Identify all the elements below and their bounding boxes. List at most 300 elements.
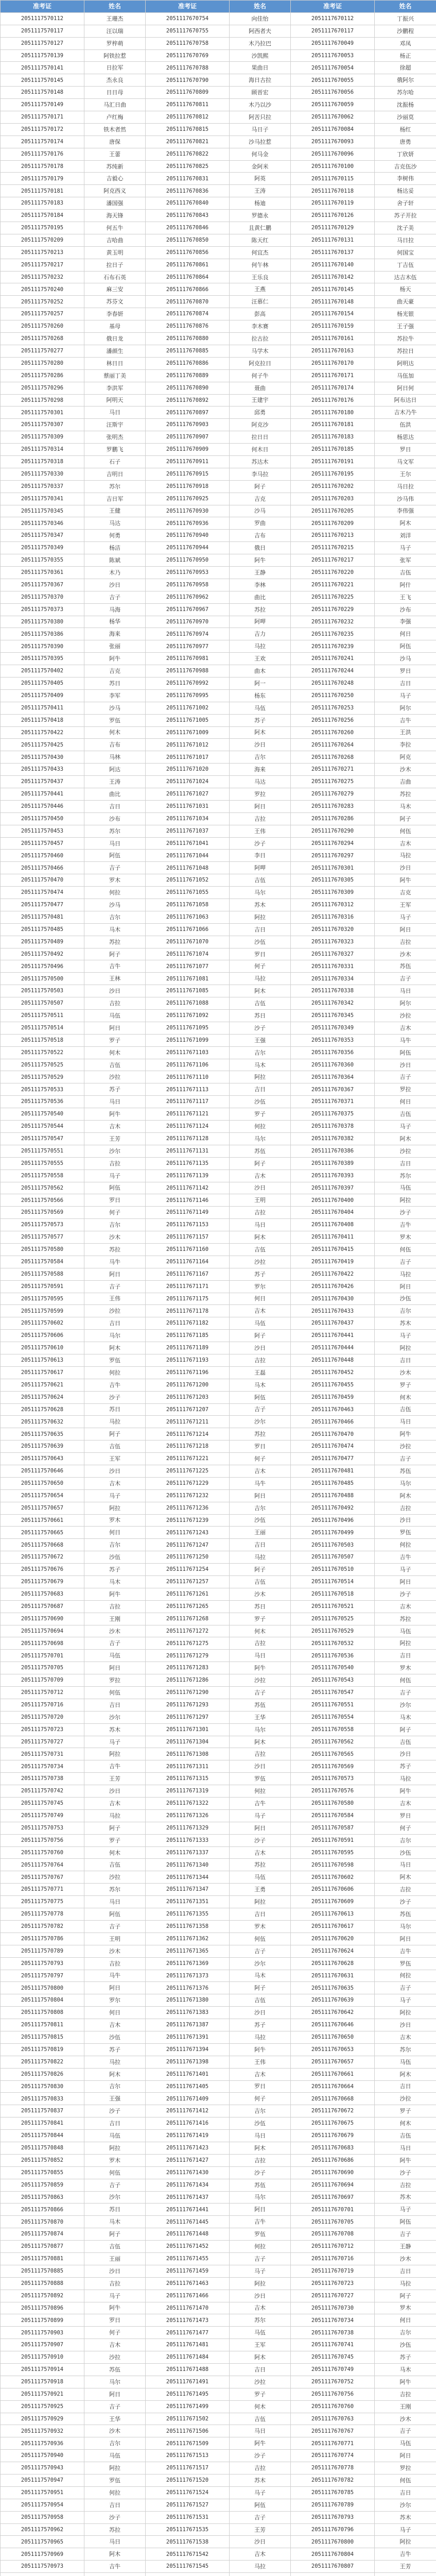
exam-id-cell: 2051117670137 [291,247,375,259]
student-name-cell: 吉拉 [375,2388,436,2401]
exam-id-cell: 2051117570268 [1,333,84,345]
exam-id-cell: 2051117670866 [146,283,230,296]
exam-id-cell: 2051117670675 [291,2117,375,2130]
student-name-cell: 苏拉 [230,604,291,616]
exam-id-cell: 2051117671153 [146,1219,230,1231]
student-name-cell: 何伍 [84,2167,146,2179]
exam-id-cell: 2051117570679 [1,1576,84,1588]
exam-id-cell: 2051117570690 [1,1613,84,1625]
student-name-cell: 王刚 [375,2401,436,2413]
exam-id-cell [291,2573,375,2576]
student-name-cell: 曲比 [230,591,291,604]
student-name-cell: 阿伍 [230,2499,291,2512]
exam-id-cell: 2051117570778 [1,1908,84,1921]
exam-id-cell: 2051117671185 [146,1330,230,1342]
student-name-cell: 王伟 [84,1293,146,1306]
student-name-cell: 王芳 [375,2561,436,2573]
exam-id-cell: 2051117671160 [146,1244,230,1256]
exam-id-cell: 2051117570877 [1,2241,84,2253]
exam-id-cell: 2051117671131 [146,1145,230,1158]
student-name-cell: 何木 [375,2117,436,2130]
student-name-cell: 吉拉 [230,1207,291,1219]
exam-id-cell: 2051117671430 [146,2167,230,2179]
exam-id-cell: 2051117670840 [146,197,230,210]
exam-id-cell: 2051117670977 [146,640,230,653]
student-name-cell: 马子 [84,1490,146,1502]
student-name-cell: 沙日 [375,1515,436,1527]
exam-id-cell: 2051117670831 [146,173,230,185]
exam-id-cell: 2051117670767 [291,2425,375,2437]
exam-id-cell: 2051117670049 [291,38,375,50]
exam-id-cell: 2051117671311 [146,1760,230,1773]
exam-id-cell: 2051117671380 [146,1994,230,2007]
exam-id-cell: 2051117670202 [291,481,375,493]
exam-id-cell: 2051117670514 [291,1576,375,1588]
student-name-cell: 阿牛 [84,653,146,665]
student-name-cell: 马伍 [375,1182,436,1195]
student-name-cell: 吉尔 [230,751,291,764]
student-name-cell: 苏伍 [230,2179,291,2192]
student-name-cell: 阿子 [230,1158,291,1170]
student-name-cell: 马木 [84,2216,146,2228]
exam-id-cell: 2051117671009 [146,727,230,739]
exam-id-cell: 2051117670205 [291,505,375,518]
student-name-cell: 马木 [84,1576,146,1588]
exam-id-cell: 2051117670889 [146,370,230,382]
exam-id-cell: 2051117570965 [1,2536,84,2548]
student-name-cell: 李日 [230,850,291,862]
exam-id-cell: 2051117570800 [1,1982,84,1994]
exam-id-cell: 2051117570533 [1,1083,84,1096]
student-name-cell: 罗子 [230,1613,291,1625]
student-name-cell: 罗拉 [84,1674,146,1687]
student-name-cell: 罗曲 [230,517,291,530]
student-name-cell: 李军 [84,690,146,702]
exam-id-cell: 2051117670536 [291,1650,375,1662]
exam-id-cell: 2051117670591 [291,1835,375,1847]
exam-id-cell: 2051117671149 [146,1207,230,1219]
exam-id-cell: 2051117570433 [1,764,84,776]
exam-id-cell: 2051117570489 [1,936,84,948]
exam-id-cell: 2051117671218 [146,1440,230,1453]
student-name-cell: 马牛 [230,1478,291,1490]
student-name-cell: 马木 [375,2364,436,2376]
student-name-cell: 苏子 [84,2044,146,2056]
student-name-cell: 吉子 [375,1687,436,1699]
student-name-cell: 吉木 [230,2069,291,2081]
student-name-cell: 罗日 [375,665,436,677]
exam-id-cell: 2051117671391 [146,2031,230,2044]
student-name-cell: 吉子 [230,2512,291,2524]
exam-id-cell: 2051117670400 [291,1194,375,1207]
exam-id-cell: 2051117670741 [291,2339,375,2351]
exam-id-cell: 2051117670174 [291,382,375,395]
exam-id-cell: 2051117570969 [1,2548,84,2561]
exam-id-cell: 2051117670793 [291,2512,375,2524]
student-name-cell: 吉克伍沙 [375,161,436,173]
exam-id-cell: 2051117570141 [1,62,84,74]
student-name-cell: 王建宇 [230,395,291,407]
student-name-cell: 吉尔 [84,1219,146,1231]
student-name-cell: 吉拉 [230,1748,291,1760]
student-name-cell: 苏尔 [375,2044,436,2056]
student-name-cell: 吉子 [230,1404,291,1416]
exam-id-cell: 2051117671488 [146,2364,230,2376]
exam-id-cell: 2051117670294 [291,838,375,850]
exam-id-cell: 2051117671265 [146,1601,230,1613]
student-name-cell: 沙鹏程 [375,25,436,38]
exam-id-cell: 2051117570661 [1,1515,84,1527]
exam-id-cell: 2051117670856 [146,247,230,259]
student-name-cell: 阿木 [84,2548,146,2561]
exam-id-cell: 2051117670140 [291,259,375,272]
exam-id-cell: 2051117670936 [146,517,230,530]
student-name-cell: 杨东 [230,690,291,702]
student-name-cell: 吉哈曲 [84,234,146,247]
student-name-cell: 马尔 [84,2376,146,2388]
student-name-cell: 陈天红 [230,234,291,247]
student-name-cell: 马伍 [84,2130,146,2142]
exam-id-cell: 2051117671437 [146,2192,230,2204]
exam-id-cell: 2051117670185 [291,444,375,456]
student-name-cell: 罗伍 [375,1958,436,1970]
student-name-cell: 吉牛 [84,2561,146,2573]
student-name-cell: 吉木 [230,1847,291,1859]
student-name-cell: 何伍 [84,1687,146,1699]
exam-id-cell: 2051117670970 [146,616,230,629]
exam-id-cell: 2051117670499 [291,1527,375,1539]
exam-id-cell: 2051117671167 [146,1268,230,1281]
student-name-cell: 沙子 [230,838,291,850]
exam-id-cell: 2051117670203 [291,493,375,505]
exam-id-cell: 2051117570405 [1,677,84,690]
exam-id-cell: 2051117570599 [1,1305,84,1317]
student-name-cell: 马子 [84,1736,146,1749]
student-name-cell: 苏伍 [375,960,436,973]
student-name-cell: 沙尔 [84,1711,146,1724]
student-name-cell: 苏尔 [230,2314,291,2327]
student-name-cell: 阿日 [230,801,291,813]
student-name-cell: 阿木 [230,1231,291,1244]
exam-id-cell: 2051117670540 [291,1662,375,1674]
exam-id-cell: 2051117670988 [146,665,230,677]
student-name-cell: 李树伟 [375,173,436,185]
exam-id-cell: 2051117670209 [291,517,375,530]
exam-id-cell: 2051117670584 [291,1810,375,1822]
exam-id-cell: 2051117570179 [1,173,84,185]
student-name-cell: 吉木 [84,1121,146,1133]
exam-id-cell: 2051117670055 [291,74,375,87]
header-name: 姓名 [84,1,146,13]
exam-id-cell: 2051117670529 [291,1625,375,1638]
student-name-cell: 马尔 [230,1133,291,1145]
exam-id-cell: 2051117671502 [146,2413,230,2426]
exam-id-cell: 2051117570910 [1,2351,84,2364]
student-name-cell: 马伍 [230,1317,291,1330]
exam-id-cell: 2051117671207 [146,1404,230,1416]
student-name-cell: 吉拉 [375,1502,436,1515]
student-name-cell: 阿伍 [84,1908,146,1921]
exam-id-cell: 2051117570174 [1,136,84,148]
student-name-cell: 苏拉 [375,788,436,801]
student-name-cell: 王华 [230,1711,291,1724]
exam-id-cell: 2051117671178 [146,1305,230,1317]
student-name-cell: 沙伍 [375,2339,436,2351]
exam-id-cell: 2051117670754 [146,13,230,25]
student-name-cell: 吉日 [230,1908,291,1921]
exam-id-cell: 2051117670774 [291,2450,375,2462]
student-name-cell: 马伍 [375,2437,436,2450]
exam-id-cell: 2051117670426 [291,1281,375,1293]
exam-id-cell: 2051117671337 [146,1847,230,1859]
student-name-cell: 罗日 [375,444,436,456]
student-name-cell: 曲木 [230,665,291,677]
student-name-cell: 王强 [84,2093,146,2105]
exam-id-cell: 2051117570573 [1,1219,84,1231]
student-name-cell: 吉子 [375,2228,436,2241]
exam-id-cell: 2051117671182 [146,1317,230,1330]
exam-id-cell: 2051117671398 [146,2056,230,2069]
student-name-cell: 吉木乃牛 [375,406,436,419]
student-name-cell: 吉伍 [230,1994,291,2007]
exam-id-cell: 2051117671545 [146,2561,230,2573]
exam-id-cell: 2051117670727 [291,2290,375,2302]
student-name-cell: 马拉 [375,2278,436,2290]
student-name-cell: 木乃以沙 [230,99,291,111]
exam-id-cell: 2051117570705 [1,1662,84,1674]
exam-id-cell: 2051117570793 [1,1958,84,1970]
student-name-cell: 阿日 [84,1982,146,1994]
student-name-cell: 苏芬文 [84,296,146,308]
student-name-cell: 吉子 [84,591,146,604]
exam-id-cell: 2051117570771 [1,1884,84,1896]
student-name-cell: 苏子 [84,1083,146,1096]
student-name-cell: 何日 [84,2007,146,2019]
student-name-cell: 吉木 [375,1601,436,1613]
exam-id-cell: 2051117670796 [291,2524,375,2536]
student-name-cell: 黄玉明 [84,247,146,259]
student-name-cell: 何伍 [375,1244,436,1256]
exam-id-cell: 2051117570477 [1,899,84,911]
student-name-cell: 阿明达 [375,358,436,370]
exam-id-cell: 2051117670758 [146,38,230,50]
student-name-cell: 阿木 [375,1133,436,1145]
student-name-cell: 沙子 [375,1896,436,1908]
student-name-cell: 何日 [375,628,436,640]
exam-id-cell: 2051117670264 [291,739,375,751]
exam-id-cell: 2051117671290 [146,1687,230,1699]
exam-id-cell: 2051117670745 [291,2351,375,2364]
exam-id-cell: 2051117570450 [1,813,84,825]
exam-id-cell: 2051117671085 [146,985,230,997]
exam-id-cell: 2051117570866 [1,2204,84,2216]
exam-id-cell: 2051117671193 [146,1354,230,1367]
exam-id-cell: 2051117570536 [1,1096,84,1108]
student-name-cell: 沙日 [84,579,146,591]
student-name-cell: 王明 [84,1933,146,1945]
student-name-cell: 阿呷 [230,862,291,874]
exam-id-cell: 2051117670918 [146,481,230,493]
exam-id-cell: 2051117670631 [291,1970,375,1982]
student-name-cell: 马拉 [230,2561,291,2573]
exam-id-cell: 2051117671113 [146,1083,230,1096]
student-name-cell: 沙日 [84,1465,146,1478]
exam-id-cell: 2051117670962 [146,591,230,604]
student-name-cell: 罗伍 [84,2475,146,2487]
exam-id-cell: 2051117570184 [1,210,84,222]
student-name-cell: 何木 [84,727,146,739]
exam-id-cell: 2051117570485 [1,924,84,936]
exam-id-cell: 2051117670268 [291,751,375,764]
student-name-cell: 苏子 [375,2351,436,2364]
exam-id-cell: 2051117670100 [291,161,375,173]
exam-id-cell: 2051117570437 [1,776,84,788]
header-name: 姓名 [375,1,436,13]
student-name-cell: 马日 [375,1859,436,1871]
student-name-cell: 苏拉 [84,936,146,948]
student-name-cell: 李林 [230,579,291,591]
student-name-cell: 阿伍 [375,2216,436,2228]
student-name-cell: 阿尔 [375,702,436,715]
exam-id-cell: 2051117671466 [146,2290,230,2302]
exam-id-cell: 2051117670547 [291,1687,375,1699]
student-name-cell: 阿呷 [230,616,291,629]
student-name-cell: 吉尔 [84,911,146,924]
exam-id-cell: 2051117570195 [1,222,84,234]
exam-id-cell: 2051117570918 [1,2376,84,2388]
exam-id-cell: 2051117670650 [291,2031,375,2044]
exam-id-cell: 2051117670683 [291,2142,375,2155]
exam-id-cell: 2051117570355 [1,554,84,567]
exam-id-cell: 2051117671376 [146,1982,230,1994]
exam-id-cell: 2051117570936 [1,2437,84,2450]
exam-id-cell: 2051117570716 [1,1699,84,1711]
exam-id-cell: 2051117670503 [291,1539,375,1551]
student-name-cell: 王伟 [230,825,291,838]
student-name-cell: 马达 [230,776,291,788]
student-name-cell: 阿牛 [230,2044,291,2056]
exam-id-cell: 2051117570643 [1,1453,84,1465]
exam-id-cell: 2051117670953 [146,567,230,579]
exam-id-cell: 2051117570373 [1,604,84,616]
exam-id-cell: 2051117671427 [146,2155,230,2167]
student-name-cell: 何木 [84,1047,146,1059]
student-name-cell: 马日 [375,2142,436,2155]
exam-id-cell: 2051117570422 [1,727,84,739]
exam-id-cell: 2051117570127 [1,38,84,50]
student-name-cell: 沙伍 [375,1847,436,1859]
student-name-cell: 刘洋 [375,530,436,542]
exam-id-cell: 2051117671106 [146,1059,230,1072]
exam-id-cell: 2051117671268 [146,1613,230,1625]
student-name-cell: 苏日 [230,1601,291,1613]
student-name-cell: 吉克 [84,665,146,677]
student-name-cell: 吉子 [230,2253,291,2265]
student-name-cell: 杨华 [84,616,146,629]
exam-id-cell: 2051117671355 [146,1908,230,1921]
student-name-cell: 吉子 [84,1281,146,1293]
student-name-cell: 马拉 [375,1268,436,1281]
student-name-cell: 沙拉 [84,1305,146,1317]
student-name-cell: 苏拉 [375,1613,436,1625]
header-exam-id: 准考证 [1,1,84,13]
student-name-cell: 沙凯熙 [230,50,291,62]
exam-id-cell: 2051117671470 [146,2302,230,2315]
student-name-cell: 罗木 [375,2302,436,2315]
exam-id-cell: 2051117570349 [1,542,84,554]
exam-id-cell: 2051117671070 [146,936,230,948]
student-name-cell: 王丽 [230,1527,291,1539]
exam-id-cell: 2051117670159 [291,320,375,333]
student-name-cell: 何拉 [230,2241,291,2253]
student-name-cell: 李伟强 [375,505,436,518]
student-name-cell: 沙子 [84,2512,146,2524]
student-name-cell: 聂曲 [230,382,291,395]
student-name-cell: 何五牛 [84,222,146,234]
exam-id-cell: 2051117670624 [291,1945,375,1958]
student-name-cell: 马木 [230,1970,291,1982]
student-name-cell: 吉子 [375,1982,436,1994]
student-name-cell: 吉子 [375,1071,436,1083]
student-name-cell: 马尔 [230,2192,291,2204]
student-name-cell: 何子 [230,2093,291,2105]
exam-id-cell: 2051117570822 [1,2056,84,2069]
student-name-cell: 吉子 [84,862,146,874]
student-name-cell: 马伍 [84,1650,146,1662]
student-name-cell: 马木 [375,1711,436,1724]
student-name-cell: 何国宝 [375,247,436,259]
student-name-cell: 马日 [84,2536,146,2548]
exam-id-cell: 2051117570892 [1,2290,84,2302]
student-name-cell: 苏尔 [84,825,146,838]
student-name-cell: 吉子 [84,1637,146,1650]
student-name-cell: 马日 [375,985,436,997]
exam-id-cell: 2051117570112 [1,13,84,25]
student-name-cell: 吉拉 [84,1601,146,1613]
exam-id-cell: 2051117670117 [291,25,375,38]
student-name-cell: 马拉 [375,1773,436,1785]
exam-id-cell: 2051117570617 [1,1367,84,1379]
student-name-cell: 沙木 [375,764,436,776]
student-name-cell: 阿拉 [375,2007,436,2019]
student-name-cell: 曲天豪 [375,296,436,308]
exam-id-cell: 2051117671017 [146,751,230,764]
student-name-cell: 阿克拉日 [230,358,291,370]
exam-id-cell: 2051117670477 [291,1453,375,1465]
exam-id-cell: 2051117671157 [146,1231,230,1244]
exam-id-cell: 2051117570848 [1,2142,84,2155]
exam-id-cell: 2051117671189 [146,1342,230,1354]
student-name-cell: 沙马 [230,505,291,518]
student-name-cell: 阿一 [230,677,291,690]
exam-id-cell: 2051117670176 [291,395,375,407]
student-name-cell: 王静 [230,567,291,579]
student-name-cell: 马牛 [84,1256,146,1268]
student-name-cell: 阿克西义 [84,185,146,197]
exam-id-cell: 2051117670554 [291,1711,375,1724]
exam-id-cell: 2051117570764 [1,1859,84,1871]
exam-id-cell: 2051117570951 [1,2487,84,2499]
student-name-cell: 李强 [375,616,436,629]
student-name-cell: 罗木 [230,1921,291,1933]
student-name-cell: 马拉 [230,1551,291,1564]
student-name-cell: 阿日 [230,2204,291,2216]
exam-id-cell: 2051117670507 [291,1551,375,1564]
student-name-cell: 吉木 [84,1798,146,1810]
exam-id-cell: 2051117671261 [146,1588,230,1601]
exam-id-cell: 2051117670800 [291,2536,375,2548]
exam-id-cell: 2051117670815 [146,124,230,136]
